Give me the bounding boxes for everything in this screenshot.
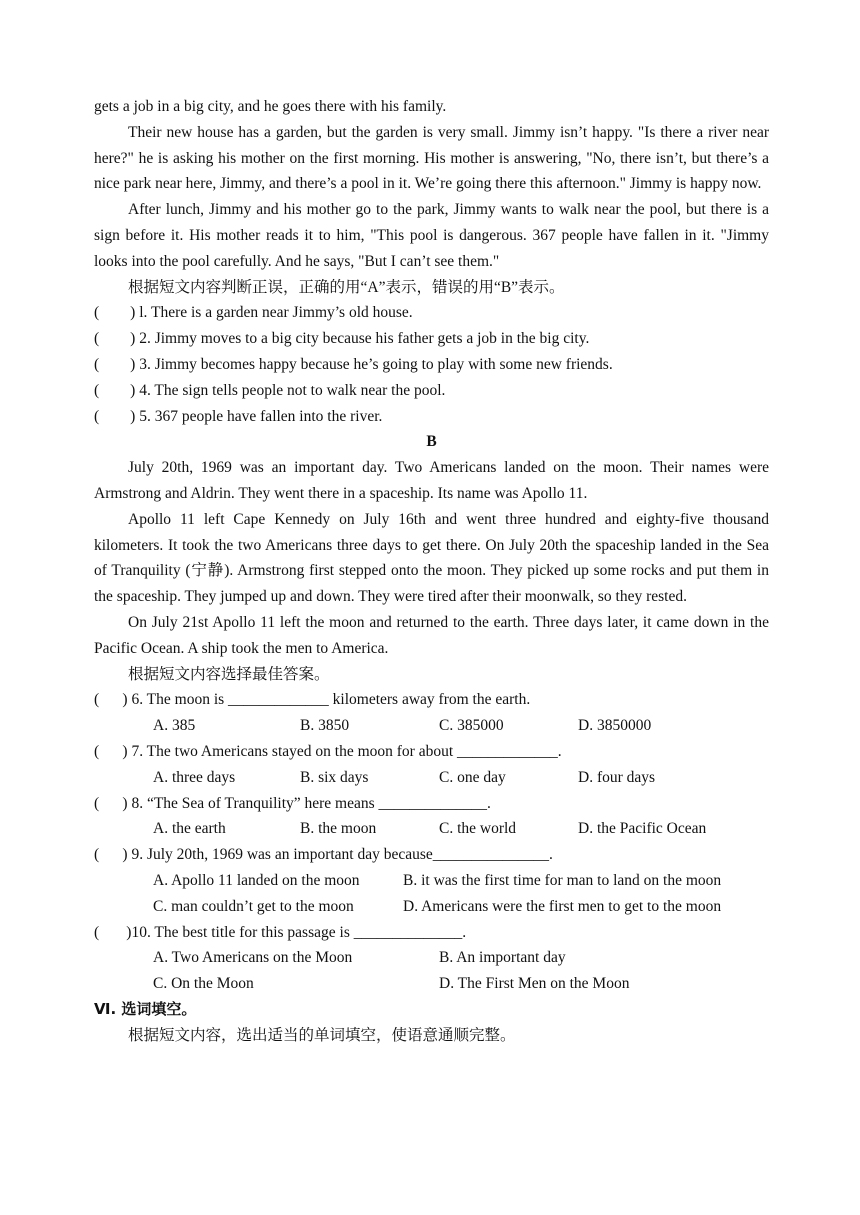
exam-page	[94, 94, 769, 1048]
passage-b-label: B	[426, 433, 437, 451]
mc-options-9-row-2	[94, 894, 769, 920]
passage-b-paragraph-2: Apollo 11 left Cape Kennedy on July 16th and went three hundred and eighty-five thousand kilometers. It took the two Americans three days to get there. On July 20th the spaceship landed in the Sea of Tranquility (宁静). Armstrong first stepped onto the moon. They picked up some rocks and put them in the spaceship. They jumped up and down. They were tired after their moonwalk, so they rested.	[94, 510, 769, 606]
option-a: A. 385	[153, 717, 196, 735]
option-c: C. On the Moon	[153, 975, 254, 993]
mc-question-6: ( ) 6. The moon is _____________ kilometers away from the earth.	[94, 691, 531, 709]
option-d: D. 3850000	[578, 717, 652, 735]
mc-question-8: ( ) 8. “The Sea of Tranquility” here means ______________.	[94, 794, 491, 812]
section-6-heading: Ⅵ. 选词填空。	[94, 999, 197, 1018]
passage-a-continuation: gets a job in a big city, and he goes there with his family.	[94, 98, 447, 115]
option-d: D. Americans were the first men to get to the moon	[403, 897, 722, 915]
passage-a-paragraph-2: After lunch, Jimmy and his mother go to the park, Jimmy wants to walk near the pool, but there is a sign before it. His mother reads it to him, "This pool is dangerous. 367 people have fallen in it. "Jimmy looks into the pool carefully. And he says, "But I can’t see them."	[94, 201, 769, 270]
mc-question-10: ( )10. The best title for this passage is ______________.	[94, 923, 467, 941]
tf-question-4: ( ) 4. The sign tells people not to walk near the pool.	[94, 381, 446, 399]
option-c: C. one day	[439, 768, 506, 786]
option-c: C. the world	[439, 820, 517, 838]
option-d: D. the Pacific Ocean	[578, 820, 707, 838]
tf-question-5: ( ) 5. 367 people have fallen into the river.	[94, 407, 383, 425]
passage-a-paragraph-1: Their new house has a garden, but the garden is very small. Jimmy isn’t happy. "Is there a river near here?" he is asking his mother on the first morning. His mother is answering, "No, there isn’t, but there’s a nice park near here, Jimmy, and there’s a pool in it. We’re going there this afternoon." Jimmy is happy now.	[94, 123, 769, 193]
option-d: D. four days	[578, 768, 656, 786]
mc-options-7	[94, 765, 769, 791]
tf-question-3: ( ) 3. Jimmy becomes happy because he’s going to play with some new friends.	[94, 355, 613, 373]
tf-question-1: ( ) l. There is a garden near Jimmy’s old house.	[94, 304, 413, 322]
option-a: A. Apollo 11 landed on the moon	[153, 871, 360, 889]
option-c: C. man couldn’t get to the moon	[153, 897, 354, 915]
option-c: C. 385000	[439, 717, 504, 735]
option-a: A. three days	[153, 768, 236, 786]
passage-b-paragraph-1: July 20th, 1969 was an important day. Two Americans landed on the moon. Their names were Armstrong and Aldrin. They went there in a spaceship. Its name was Apollo 11.	[94, 459, 769, 502]
option-a: A. the earth	[153, 820, 226, 838]
mc-question-9: ( ) 9. July 20th, 1969 was an important day because_______________.	[94, 846, 553, 864]
option-b: B. 3850	[300, 717, 350, 735]
mc-options-9-row-1	[94, 868, 769, 894]
option-b: B. An important day	[439, 949, 566, 967]
mc-options-8	[94, 816, 769, 842]
section-6-instruction: 根据短文内容，选出适当的单词填空，使语意通顺完整。	[128, 1026, 516, 1044]
tf-question-2: ( ) 2. Jimmy moves to a big city because his father gets a job in the big city.	[94, 330, 590, 348]
option-b: B. six days	[300, 768, 369, 786]
passage-b-instruction: 根据短文内容选择最佳答案。	[128, 665, 330, 683]
mc-options-6	[94, 713, 769, 739]
option-a: A. Two Americans on the Moon	[153, 949, 353, 967]
option-b: B. the moon	[300, 820, 377, 838]
option-b: B. it was the first time for man to land on the moon	[403, 871, 722, 889]
mc-question-7: ( ) 7. The two Americans stayed on the moon for about _____________.	[94, 742, 562, 760]
option-d: D. The First Men on the Moon	[439, 975, 630, 993]
mc-options-10-row-1	[94, 945, 769, 971]
passage-a-instruction: 根据短文内容判断正误，正确的用“A”表示，错误的用“B”表示。	[128, 278, 565, 296]
passage-b-paragraph-3: On July 21st Apollo 11 left the moon and returned to the earth. Three days later, it came down in the Pacific Ocean. A ship took the men to America.	[94, 613, 769, 657]
mc-options-10-row-2	[94, 971, 769, 997]
